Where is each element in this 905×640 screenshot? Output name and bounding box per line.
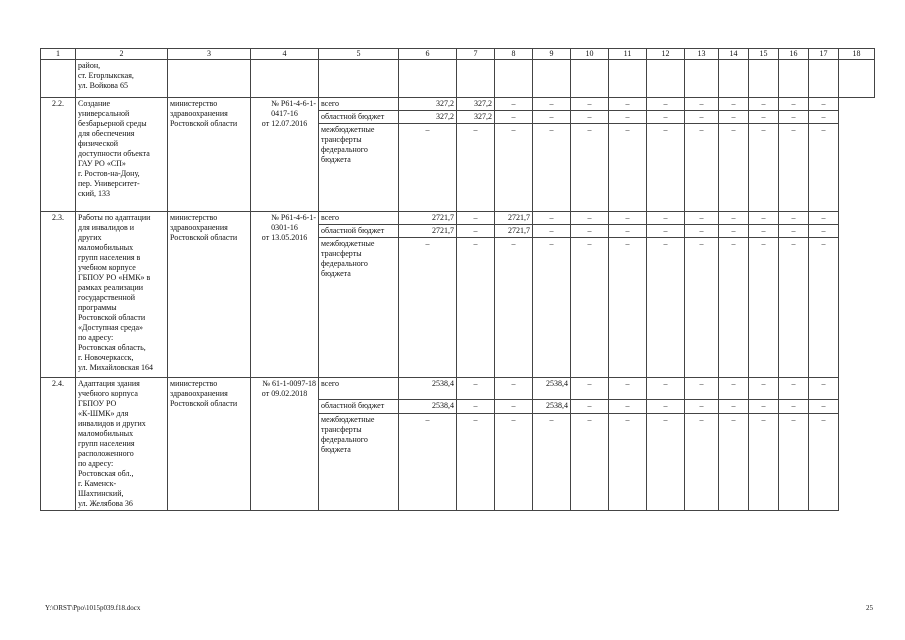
column-number: 11 xyxy=(609,49,647,60)
year-value: – xyxy=(647,225,685,238)
total-value: 327,2 xyxy=(399,111,457,124)
item-row xyxy=(41,212,875,225)
year-value: – xyxy=(719,124,749,212)
funding-source: всего xyxy=(319,212,399,225)
column-number: 8 xyxy=(495,49,533,60)
year-value: – xyxy=(571,124,609,212)
year-value: – xyxy=(457,124,495,212)
year-value: – xyxy=(647,111,685,124)
year-value: – xyxy=(609,111,647,124)
year-value: – xyxy=(749,399,779,413)
column-number: 16 xyxy=(779,49,809,60)
year-value: – xyxy=(495,238,533,378)
funding-source: областной бюджет xyxy=(319,111,399,124)
year-value: – xyxy=(685,225,719,238)
year-value: – xyxy=(533,124,571,212)
object-name-cell: Адаптация здания учебного корпуса ГБПОУ РО «К-ШМК» для инвалидов и других маломобильных групп населения расположенного по адресу: Ростовская обл., г. Каменск- Шахтинский, ул. Желябова 36 xyxy=(76,378,168,511)
year-value: 2538,4 xyxy=(533,399,571,413)
column-number: 12 xyxy=(647,49,685,60)
column-number: 2 xyxy=(76,49,168,60)
year-value: – xyxy=(749,378,779,400)
total-value: 2538,4 xyxy=(399,378,457,400)
program-table xyxy=(40,48,875,511)
year-value: – xyxy=(779,238,809,378)
year-value: – xyxy=(647,98,685,111)
year-value: – xyxy=(685,238,719,378)
funding-source: всего xyxy=(319,98,399,111)
year-value: – xyxy=(495,378,533,400)
year-value: – xyxy=(609,378,647,400)
funding-source: межбюджетные трансферты федерального бюджета xyxy=(319,413,399,510)
year-value: – xyxy=(809,111,839,124)
item-row xyxy=(41,98,875,111)
year-value: – xyxy=(779,225,809,238)
year-value: – xyxy=(609,225,647,238)
column-number: 1 xyxy=(41,49,76,60)
year-value: – xyxy=(571,378,609,400)
document-cell xyxy=(251,378,319,511)
year-value: – xyxy=(719,399,749,413)
column-number: 17 xyxy=(809,49,839,60)
year-value: – xyxy=(749,111,779,124)
column-number: 3 xyxy=(168,49,251,60)
year-value: – xyxy=(533,413,571,510)
year-value: – xyxy=(647,238,685,378)
column-number: 13 xyxy=(685,49,719,60)
file-path: Y:\ORST\Ppo\1015p039.f18.docx xyxy=(45,604,141,612)
document-number: № 61-1-0097-18 xyxy=(262,379,316,388)
year-value: – xyxy=(533,212,571,225)
year-value: – xyxy=(749,124,779,212)
year-value: – xyxy=(609,399,647,413)
year-value: – xyxy=(571,111,609,124)
year-value: 2538,4 xyxy=(533,378,571,400)
year-value: – xyxy=(571,238,609,378)
year-value: – xyxy=(749,98,779,111)
year-value: – xyxy=(779,98,809,111)
year-value: – xyxy=(685,399,719,413)
year-value: – xyxy=(719,212,749,225)
document-date: 0417-16 от 12.07.2016 xyxy=(261,109,308,128)
total-value: 2538,4 xyxy=(399,399,457,413)
customer-cell: министерство здравоохранения Ростовской области xyxy=(168,212,251,378)
year-value: – xyxy=(495,413,533,510)
year-value: – xyxy=(457,225,495,238)
year-value: – xyxy=(685,378,719,400)
year-value: – xyxy=(457,238,495,378)
column-number: 6 xyxy=(399,49,457,60)
customer-cell xyxy=(168,60,251,98)
year-value: – xyxy=(647,413,685,510)
year-value: – xyxy=(609,98,647,111)
year-value: – xyxy=(571,399,609,413)
page-number: 25 xyxy=(866,604,873,612)
item-row xyxy=(41,378,875,400)
year-value: – xyxy=(609,413,647,510)
column-number: 15 xyxy=(749,49,779,60)
year-value: – xyxy=(779,399,809,413)
year-value: – xyxy=(749,413,779,510)
column-number: 14 xyxy=(719,49,749,60)
continuation-row xyxy=(41,60,875,98)
document-cell xyxy=(251,60,319,98)
year-value: – xyxy=(647,212,685,225)
object-name-cell: Создание универсальной безбарьерной среды для обеспечения физической доступности объекта ГАУ РО «СП» г. Ростов-на-Дону, пер. Университет- ский, 133 xyxy=(76,98,168,212)
year-value: – xyxy=(809,413,839,510)
document-cell xyxy=(251,98,319,212)
year-value: – xyxy=(609,238,647,378)
item-number: 2.2. xyxy=(41,98,76,212)
year-value: – xyxy=(571,212,609,225)
total-value: 2721,7 xyxy=(399,212,457,225)
year-value: – xyxy=(779,378,809,400)
total-value: – xyxy=(399,413,457,510)
year-value: – xyxy=(457,399,495,413)
item-number: 2.3. xyxy=(41,212,76,378)
funding-source: областной бюджет xyxy=(319,399,399,413)
year-value: – xyxy=(533,111,571,124)
year-value: – xyxy=(779,413,809,510)
year-value: – xyxy=(719,413,749,510)
year-value: – xyxy=(779,111,809,124)
year-value: 327,2 xyxy=(457,98,495,111)
year-value: – xyxy=(779,124,809,212)
year-value: – xyxy=(457,378,495,400)
year-value: – xyxy=(685,111,719,124)
year-value: – xyxy=(609,212,647,225)
document-number: № Р61-4-6-1- xyxy=(271,99,316,108)
year-value: – xyxy=(809,225,839,238)
year-value: – xyxy=(647,124,685,212)
year-value: – xyxy=(779,212,809,225)
year-value: – xyxy=(685,212,719,225)
year-value: – xyxy=(719,238,749,378)
column-number: 4 xyxy=(251,49,319,60)
funding-source: областной бюджет xyxy=(319,225,399,238)
year-value: – xyxy=(609,124,647,212)
year-value: – xyxy=(533,238,571,378)
year-value: – xyxy=(533,225,571,238)
year-value: – xyxy=(809,238,839,378)
year-value: 327,2 xyxy=(457,111,495,124)
year-value: – xyxy=(533,98,571,111)
customer-cell: министерство здравоохранения Ростовской области xyxy=(168,98,251,212)
total-value: 2721,7 xyxy=(399,225,457,238)
item-number: 2.4. xyxy=(41,378,76,511)
source-cell xyxy=(319,60,399,98)
year-value: – xyxy=(719,225,749,238)
document-date: 0301-16 от 13.05.2016 xyxy=(261,223,308,242)
year-value: – xyxy=(571,413,609,510)
year-value: – xyxy=(571,98,609,111)
document-number: № Р61-4-6-1- xyxy=(271,213,316,222)
year-value: – xyxy=(495,98,533,111)
year-value: – xyxy=(495,399,533,413)
header-row xyxy=(41,49,875,60)
year-value: – xyxy=(495,111,533,124)
year-value: – xyxy=(809,98,839,111)
year-value: – xyxy=(457,212,495,225)
column-number: 5 xyxy=(319,49,399,60)
object-name-cell: район, ст. Егорлыкская, ул. Войкова 65 xyxy=(76,60,168,98)
year-value: – xyxy=(685,98,719,111)
funding-source: всего xyxy=(319,378,399,400)
year-value: – xyxy=(685,124,719,212)
year-value: 2721,7 xyxy=(495,225,533,238)
total-value: 327,2 xyxy=(399,98,457,111)
year-value: – xyxy=(495,124,533,212)
total-value: – xyxy=(399,238,457,378)
customer-cell: министерство здравоохранения Ростовской области xyxy=(168,378,251,511)
year-value: – xyxy=(647,399,685,413)
funding-source: межбюджетные трансферты федерального бюджета xyxy=(319,238,399,378)
column-number: 9 xyxy=(533,49,571,60)
year-value: – xyxy=(809,212,839,225)
year-value: – xyxy=(647,378,685,400)
year-value: – xyxy=(749,225,779,238)
year-value: – xyxy=(571,225,609,238)
year-value: – xyxy=(719,98,749,111)
year-value: – xyxy=(809,399,839,413)
total-value: – xyxy=(399,124,457,212)
column-number: 7 xyxy=(457,49,495,60)
object-name-cell: Работы по адаптации для инвалидов и других маломобильных групп населения в учебном корпусе ГБПОУ РО «НМК» в рамках реализации государственной программы Ростовской области «Доступная среда» по адресу: Ростовская область, г. Новочеркасск, ул. Михайловская 164 xyxy=(76,212,168,378)
year-value: – xyxy=(749,238,779,378)
year-value: – xyxy=(685,413,719,510)
column-number: 18 xyxy=(839,49,875,60)
column-number: 10 xyxy=(571,49,609,60)
year-value: – xyxy=(809,378,839,400)
year-value: – xyxy=(719,111,749,124)
year-value: 2721,7 xyxy=(495,212,533,225)
document-date: от 09.02.2018 xyxy=(261,389,308,398)
year-value: – xyxy=(719,378,749,400)
year-value: – xyxy=(809,124,839,212)
funding-source: межбюджетные трансферты федерального бюджета xyxy=(319,124,399,212)
document-cell xyxy=(251,212,319,378)
year-value: – xyxy=(457,413,495,510)
num-cell xyxy=(41,60,76,98)
year-value: – xyxy=(749,212,779,225)
